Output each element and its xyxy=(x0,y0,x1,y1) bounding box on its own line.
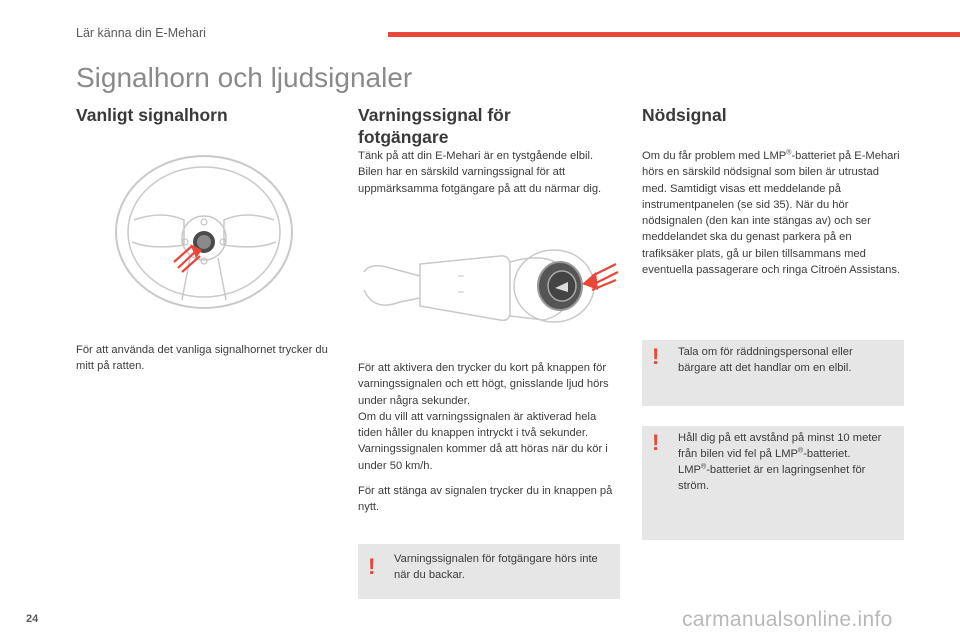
pedestrian-activation-text xyxy=(358,360,622,516)
activation-paragraph-1: För att aktivera den trycker du kort på knappen för varningssignalen och ett högt, gnisslande ljud hörs under några sekunder. xyxy=(358,362,609,407)
horn-instruction-text: För att använda det vanliga signalhornet trycker du mitt på ratten. xyxy=(76,344,328,373)
section-title-horn: Vanligt signalhorn xyxy=(76,105,228,125)
watermark: carmanualsonline.info xyxy=(682,608,893,631)
header-accent-bar xyxy=(388,32,960,37)
section-title-line-2: fotgängare xyxy=(358,127,449,147)
activation-paragraph-4: För att stänga av signalen trycker du in knappen på nytt. xyxy=(358,485,613,514)
section-title-line-1: Varningssignal för xyxy=(358,105,511,125)
emergency-text-part-2: -batteriet på E-Mehari hörs en särskild nödsignal som bilen är utrustad med. Samtidigt visas ett meddelande på instrumentpanelen (se sid 35). När du hör nödsignalen (den kan inte stängas av) och ser meddelandet ska du genast parkera på en trafiksäker plats, gå ur bilen tillsammans med eventuella passagerare och ringa Citroën Assistans. xyxy=(642,150,901,277)
warning-icon: ! xyxy=(368,554,376,579)
warning-distance-text xyxy=(678,430,892,494)
emergency-text-part-1: Om du får problem med LMP xyxy=(642,150,787,162)
distance-text-b: -batteriet. xyxy=(803,448,851,460)
distance-text-d: -batteriet är en lagringsenhet för ström. xyxy=(678,464,866,492)
chapter-header: Lär känna din E-Mehari xyxy=(76,26,206,40)
section-title-pedestrian-warning xyxy=(358,104,618,148)
registered-mark: ® xyxy=(786,149,792,157)
registered-mark: ® xyxy=(798,447,804,455)
steering-wheel-illustration xyxy=(112,150,302,310)
distance-text-c: LMP xyxy=(678,464,702,476)
activation-paragraph-2: Om du vill att varningssignalen är aktiverad hela tiden håller du knappen intryckt i två sekunder. xyxy=(358,410,597,440)
warning-box-reverse xyxy=(358,544,620,599)
activation-paragraph-3: Varningssignalen kommer då att höras när du kör i under 50 km/h. xyxy=(358,443,608,472)
pedestrian-intro-text: Tänk på att din E-Mehari är en tystgående elbil. Bilen har en särskild varningssignal för att uppmärksamma fotgängare på att du närmar dig. xyxy=(358,150,602,195)
warning-icon: ! xyxy=(652,344,660,369)
warning-rescue-text: Tala om för räddningspersonal eller bärgare att det handlar om en elbil. xyxy=(678,346,853,374)
emergency-text xyxy=(642,148,904,278)
page-number: 24 xyxy=(26,613,39,625)
warning-reverse-text: Varningssignalen för fotgängare hörs inte när du backar. xyxy=(394,553,598,581)
warning-box-rescue xyxy=(642,340,904,406)
registered-mark: ® xyxy=(701,463,707,471)
page-title: Signalhorn och ljudsignaler xyxy=(76,62,413,93)
warning-box-distance xyxy=(642,426,904,540)
section-title-emergency: Nödsignal xyxy=(642,105,727,125)
stalk-switch-illustration xyxy=(360,242,622,332)
warning-icon: ! xyxy=(652,430,660,455)
distance-text-a: Håll dig på ett avstånd på minst 10 meter från bilen vid fel på LMP xyxy=(678,432,882,460)
